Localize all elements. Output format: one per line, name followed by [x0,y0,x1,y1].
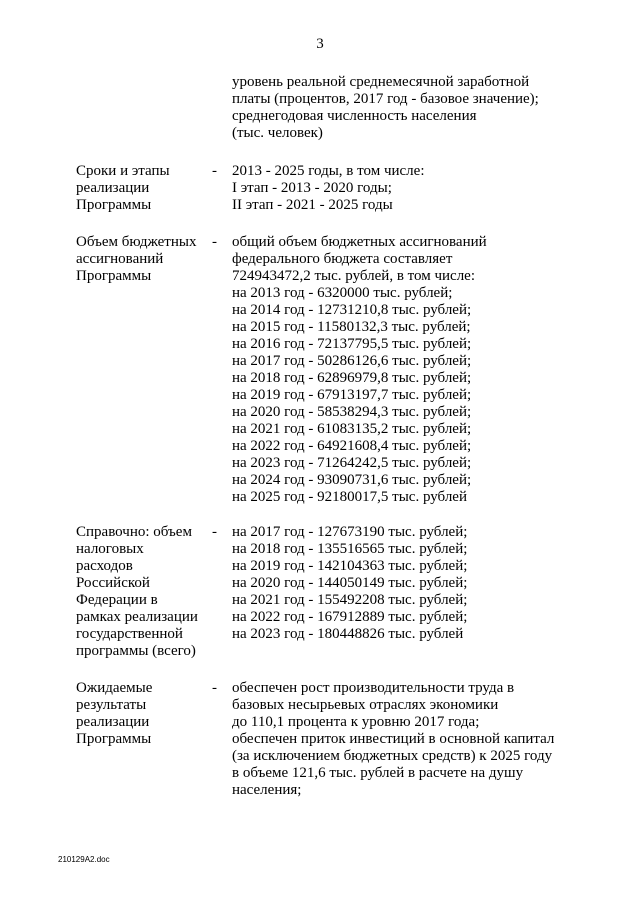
section-value-line: на 2021 год - 155492208 тыс. рублей; [232,592,468,608]
section-dash: - [212,234,217,250]
section-value-line: на 2013 год - 6320000 тыс. рублей; [232,285,453,301]
section-value-line: на 2016 год - 72137795,5 тыс. рублей; [232,336,472,352]
section-label-line: Объем бюджетных [76,234,197,250]
intro-line: платы (процентов, 2017 год - базовое значение); [232,91,539,107]
section-label-line: Сроки и этапы [76,163,170,179]
section-value-line: 2013 - 2025 годы, в том числе: [232,163,425,179]
section-value-line: на 2018 год - 135516565 тыс. рублей; [232,541,468,557]
section-value-line: на 2014 год - 12731210,8 тыс. рублей; [232,302,472,318]
section-label-line: Российской [76,575,150,591]
section-dash: - [212,680,217,696]
section-value-line: на 2022 год - 167912889 тыс. рублей; [232,609,468,625]
section-value-line: (за исключением бюджетных средств) к 2025 году [232,748,553,764]
section-value-line: на 2021 год - 61083135,2 тыс. рублей; [232,421,472,437]
section-value-line: федерального бюджета составляет [232,251,453,267]
section-value-line: населения; [232,782,302,798]
section-label-line: программы (всего) [76,643,196,659]
page-number: 3 [316,36,324,52]
section-label-line: Ожидаемые [76,680,153,696]
section-value-line: на 2017 год - 127673190 тыс. рублей; [232,524,468,540]
section-dash: - [212,163,217,179]
section-dash: - [212,524,217,540]
section-value-line: на 2024 год - 93090731,6 тыс. рублей; [232,472,472,488]
section-label-line: рамках реализации [76,609,198,625]
section-value-line: базовых несырьевых отраслях экономики [232,697,499,713]
section-label-line: государственной [76,626,183,642]
section-value-line: общий объем бюджетных ассигнований [232,234,487,250]
section-value-line: на 2018 год - 62896979,8 тыс. рублей; [232,370,472,386]
section-label-line: Программы [76,197,152,213]
section-value-line: II этап - 2021 - 2025 годы [232,197,393,213]
section-value-line: на 2015 год - 11580132,3 тыс. рублей; [232,319,471,335]
section-value-line: на 2025 год - 92180017,5 тыс. рублей [232,489,467,505]
section-value-line: обеспечен рост производительности труда в [232,680,515,696]
section-label-line: налоговых [76,541,144,557]
section-value-line: на 2023 год - 71264242,5 тыс. рублей; [232,455,472,471]
section-value-line: на 2019 год - 67913197,7 тыс. рублей; [232,387,472,403]
section-label-line: реализации [76,180,150,196]
section-label-line: Программы [76,268,152,284]
section-value-line: на 2020 год - 58538294,3 тыс. рублей; [232,404,472,420]
section-value-line: на 2023 год - 180448826 тыс. рублей [232,626,464,642]
section-label-line: результаты [76,697,147,713]
section-label-line: расходов [76,558,133,574]
section-value-line: на 2020 год - 144050149 тыс. рублей; [232,575,468,591]
section-value-line: на 2017 год - 50286126,6 тыс. рублей; [232,353,472,369]
section-label-line: Федерации в [76,592,158,608]
intro-line: среднегодовая численность населения [232,108,477,124]
section-label-line: Справочно: объем [76,524,192,540]
section-label-line: ассигнований [76,251,164,267]
section-label-line: Программы [76,731,152,747]
section-label-line: реализации [76,714,150,730]
section-value-line: I этап - 2013 - 2020 годы; [232,180,392,196]
section-value-line: на 2022 год - 64921608,4 тыс. рублей; [232,438,472,454]
section-value-line: до 110,1 процента к уровню 2017 года; [232,714,480,730]
section-value-line: на 2019 год - 142104363 тыс. рублей; [232,558,468,574]
section-value-line: обеспечен приток инвестиций в основной капитал [232,731,555,747]
section-value-line: 724943472,2 тыс. рублей, в том числе: [232,268,476,284]
intro-line: (тыс. человек) [232,125,323,141]
footer-filename: 210129A2.doc [58,855,110,864]
section-value-line: в объеме 121,6 тыс. рублей в расчете на душу [232,765,524,781]
intro-line: уровень реальной среднемесячной заработной [232,74,530,90]
